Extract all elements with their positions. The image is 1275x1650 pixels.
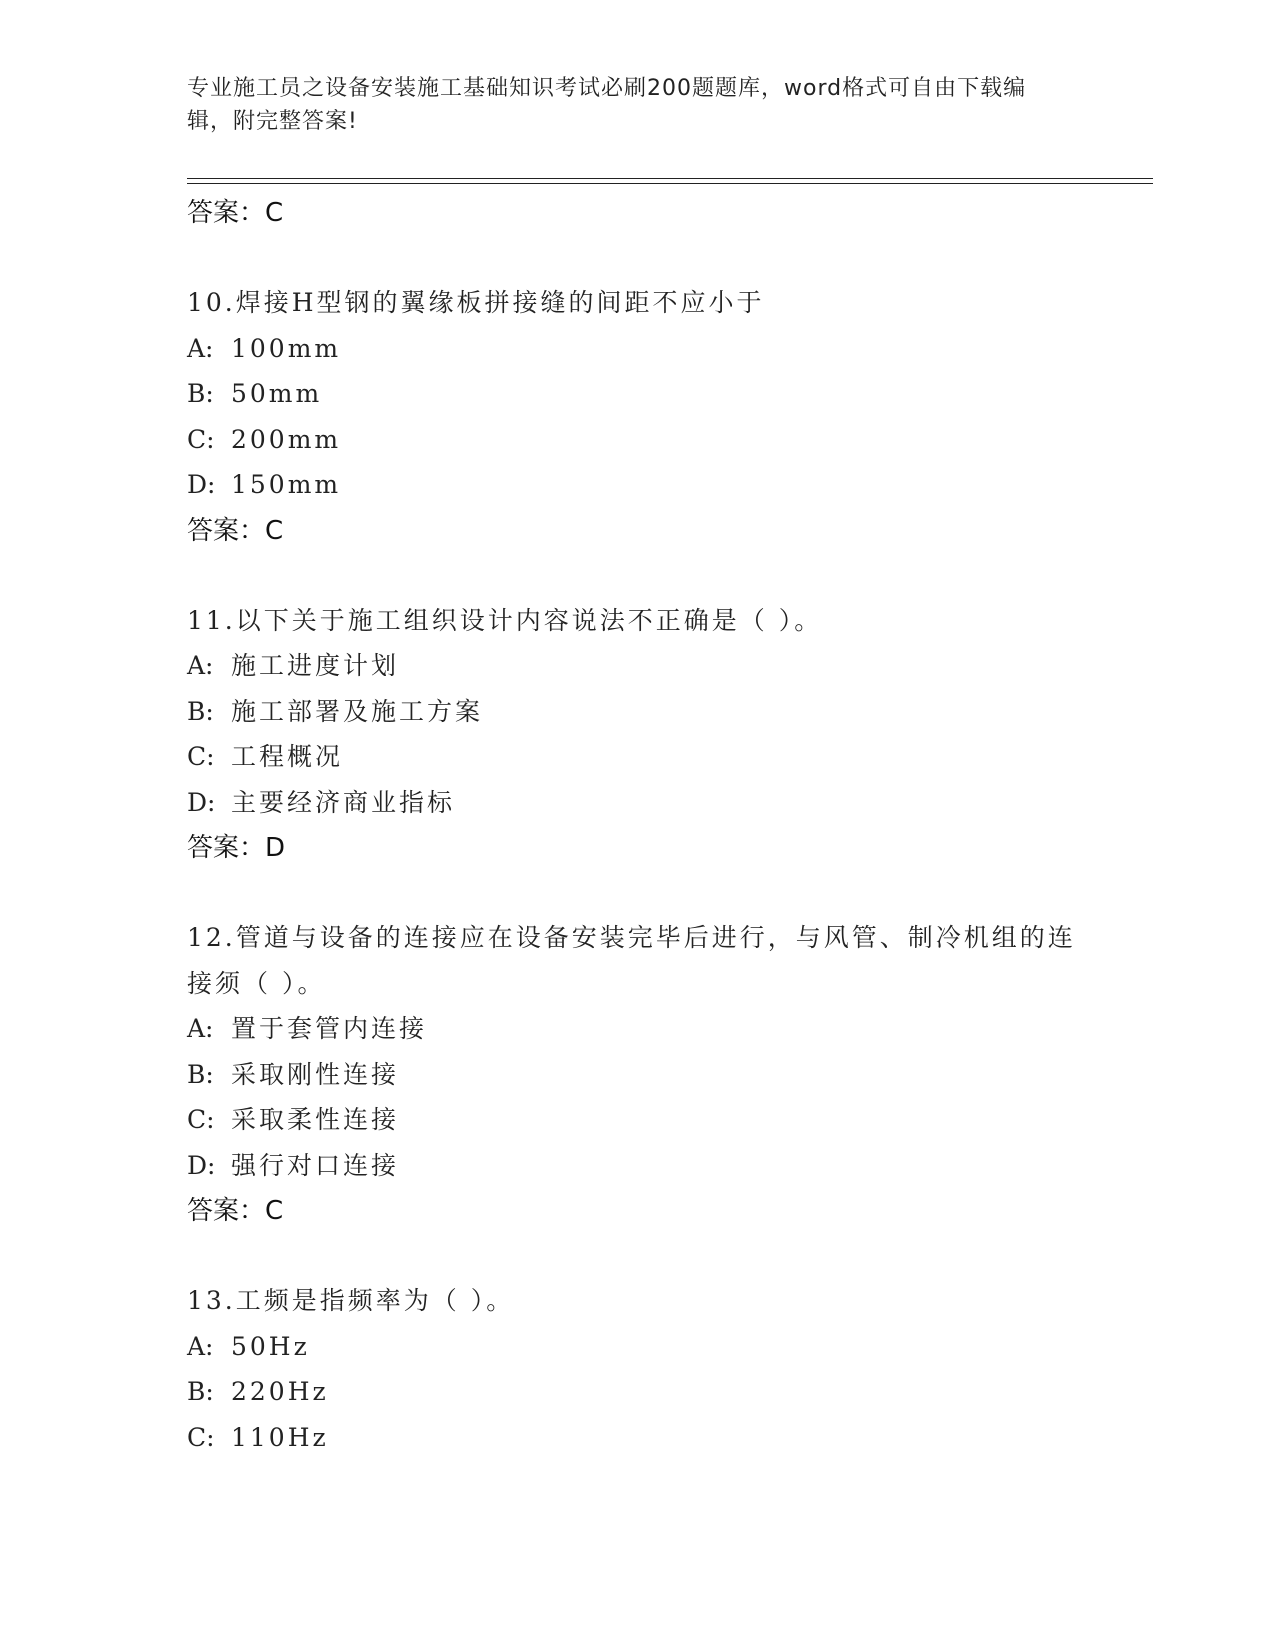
option-d — [187, 462, 1087, 508]
question-text: 13.工频是指频率为（ ）。 — [187, 1286, 515, 1315]
option-letter: C: — [187, 1105, 215, 1134]
option-text: 110Hz — [231, 1422, 329, 1452]
option-letter: B: — [187, 696, 214, 726]
option-letter: A: — [187, 651, 214, 680]
question-text: 12.管道与设备的连接应在设备安装完毕后进行，与风管、制冷机组的连接须（ ）。 — [187, 923, 1076, 998]
option-letter: C: — [187, 742, 215, 771]
option-text: 200mm — [231, 424, 342, 454]
spacer — [187, 871, 1087, 915]
option-text: 采取柔性连接 — [231, 1105, 400, 1134]
option-text: 施工部署及施工方案 — [231, 696, 484, 726]
header-rule-top — [187, 178, 1153, 179]
option-b — [187, 371, 1087, 417]
option-text: 置于套管内连接 — [231, 1014, 428, 1043]
option-a — [187, 326, 1087, 372]
option-letter: D: — [187, 787, 216, 817]
option-c — [187, 417, 1087, 463]
answer-line: 答案：C — [187, 515, 284, 546]
option-text: 220Hz — [231, 1377, 329, 1406]
question-text: 11.以下关于施工组织设计内容说法不正确是（ ）。 — [187, 605, 823, 635]
option-c — [187, 734, 1087, 780]
option-letter: B: — [187, 1377, 214, 1406]
option-letter: B: — [187, 379, 214, 408]
option-d — [187, 780, 1087, 826]
option-letter: D: — [187, 470, 216, 499]
question-text: 10.焊接H型钢的翼缘板拼接缝的间距不应小于 — [187, 288, 765, 317]
spacer — [187, 236, 1087, 280]
spacer — [187, 1234, 1087, 1278]
question-list — [187, 190, 1087, 1460]
option-letter: C: — [187, 424, 215, 454]
option-c — [187, 1415, 1087, 1461]
answer-line: 答案：C — [187, 1196, 284, 1226]
option-text: 强行对口连接 — [231, 1150, 400, 1180]
document-header: 专业施工员之设备安装施工基础知识考试必刷200题题库，word格式可自由下载编辑，附完整答案! — [187, 76, 1027, 134]
option-text: 50mm — [231, 379, 323, 408]
option-letter: A: — [187, 1014, 214, 1043]
option-text: 采取刚性连接 — [231, 1059, 400, 1089]
option-b — [187, 689, 1087, 735]
option-b — [187, 1369, 1087, 1415]
option-a — [187, 1324, 1087, 1370]
option-text: 100mm — [231, 333, 342, 363]
answer-line: 答案：C — [187, 198, 284, 228]
option-letter: A: — [187, 1331, 214, 1361]
option-text: 施工进度计划 — [231, 651, 400, 680]
option-text: 主要经济商业指标 — [231, 787, 456, 817]
option-text: 50Hz — [231, 1331, 310, 1361]
option-letter: A: — [187, 333, 214, 363]
option-text: 150mm — [231, 470, 342, 499]
option-text: 工程概况 — [231, 742, 344, 771]
option-letter: C: — [187, 1422, 215, 1452]
option-letter: B: — [187, 1059, 214, 1089]
option-letter: D: — [187, 1150, 216, 1180]
option-b — [187, 1052, 1087, 1098]
option-d — [187, 1143, 1087, 1189]
option-a — [187, 1006, 1087, 1052]
option-c — [187, 1097, 1087, 1143]
spacer — [187, 554, 1087, 598]
option-a — [187, 643, 1087, 689]
answer-line: 答案：D — [187, 833, 286, 863]
header-rule-bottom — [187, 183, 1153, 184]
